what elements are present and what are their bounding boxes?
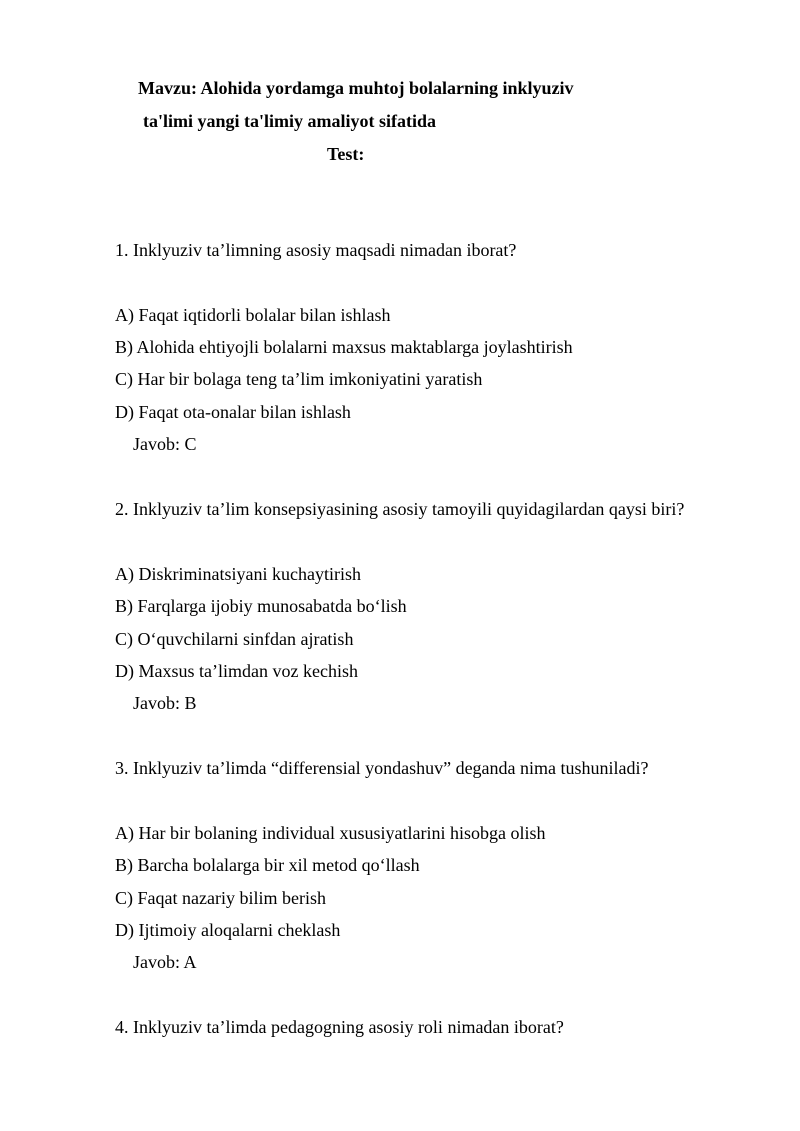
question-3-option-b: B) Barcha bolalarga bir xil metod qo‘llash [115,855,420,875]
question-3-answer: Javob: A [133,952,197,972]
question-2-option-c: C) O‘quvchilarni sinfdan ajratish [115,629,354,649]
question-3-text: 3. Inklyuziv ta’limda “differensial yondashuv” deganda nima tushuniladi? [115,758,649,778]
document-subtitle-test: Test: [327,144,365,164]
question-2-option-a: A) Diskriminatsiyani kuchaytirish [115,564,361,584]
question-1-answer: Javob: C [133,434,197,454]
question-1-text: 1. Inklyuziv ta’limning asosiy maqsadi nimadan iborat? [115,240,517,260]
question-1-option-c: C) Har bir bolaga teng ta’lim imkoniyatini yaratish [115,369,483,389]
question-1-option-a: A) Faqat iqtidorli bolalar bilan ishlash [115,305,391,325]
question-1-option-b: B) Alohida ehtiyojli bolalarni maxsus maktablarga joylashtirish [115,337,573,357]
document-title-line-2: ta'limi yangi ta'limiy amaliyot sifatida [143,111,436,131]
question-2-text: 2. Inklyuziv ta’lim konsepsiyasining asosiy tamoyili quyidagilardan qaysi biri? [115,499,685,519]
question-2-answer: Javob: B [133,693,197,713]
question-4-text: 4. Inklyuziv ta’limda pedagogning asosiy roli nimadan iborat? [115,1017,564,1037]
question-3-option-c: C) Faqat nazariy bilim berish [115,888,326,908]
question-3-option-d: D) Ijtimoiy aloqalarni cheklash [115,920,341,940]
question-3-option-a: A) Har bir bolaning individual xususiyatlarini hisobga olish [115,823,546,843]
question-1-option-d: D) Faqat ota-onalar bilan ishlash [115,402,351,422]
question-2-option-d: D) Maxsus ta’limdan voz kechish [115,661,358,681]
document-title-line-1: Mavzu: Alohida yordamga muhtoj bolalarning inklyuziv [138,78,574,98]
question-2-option-b: B) Farqlarga ijobiy munosabatda bo‘lish [115,596,407,616]
